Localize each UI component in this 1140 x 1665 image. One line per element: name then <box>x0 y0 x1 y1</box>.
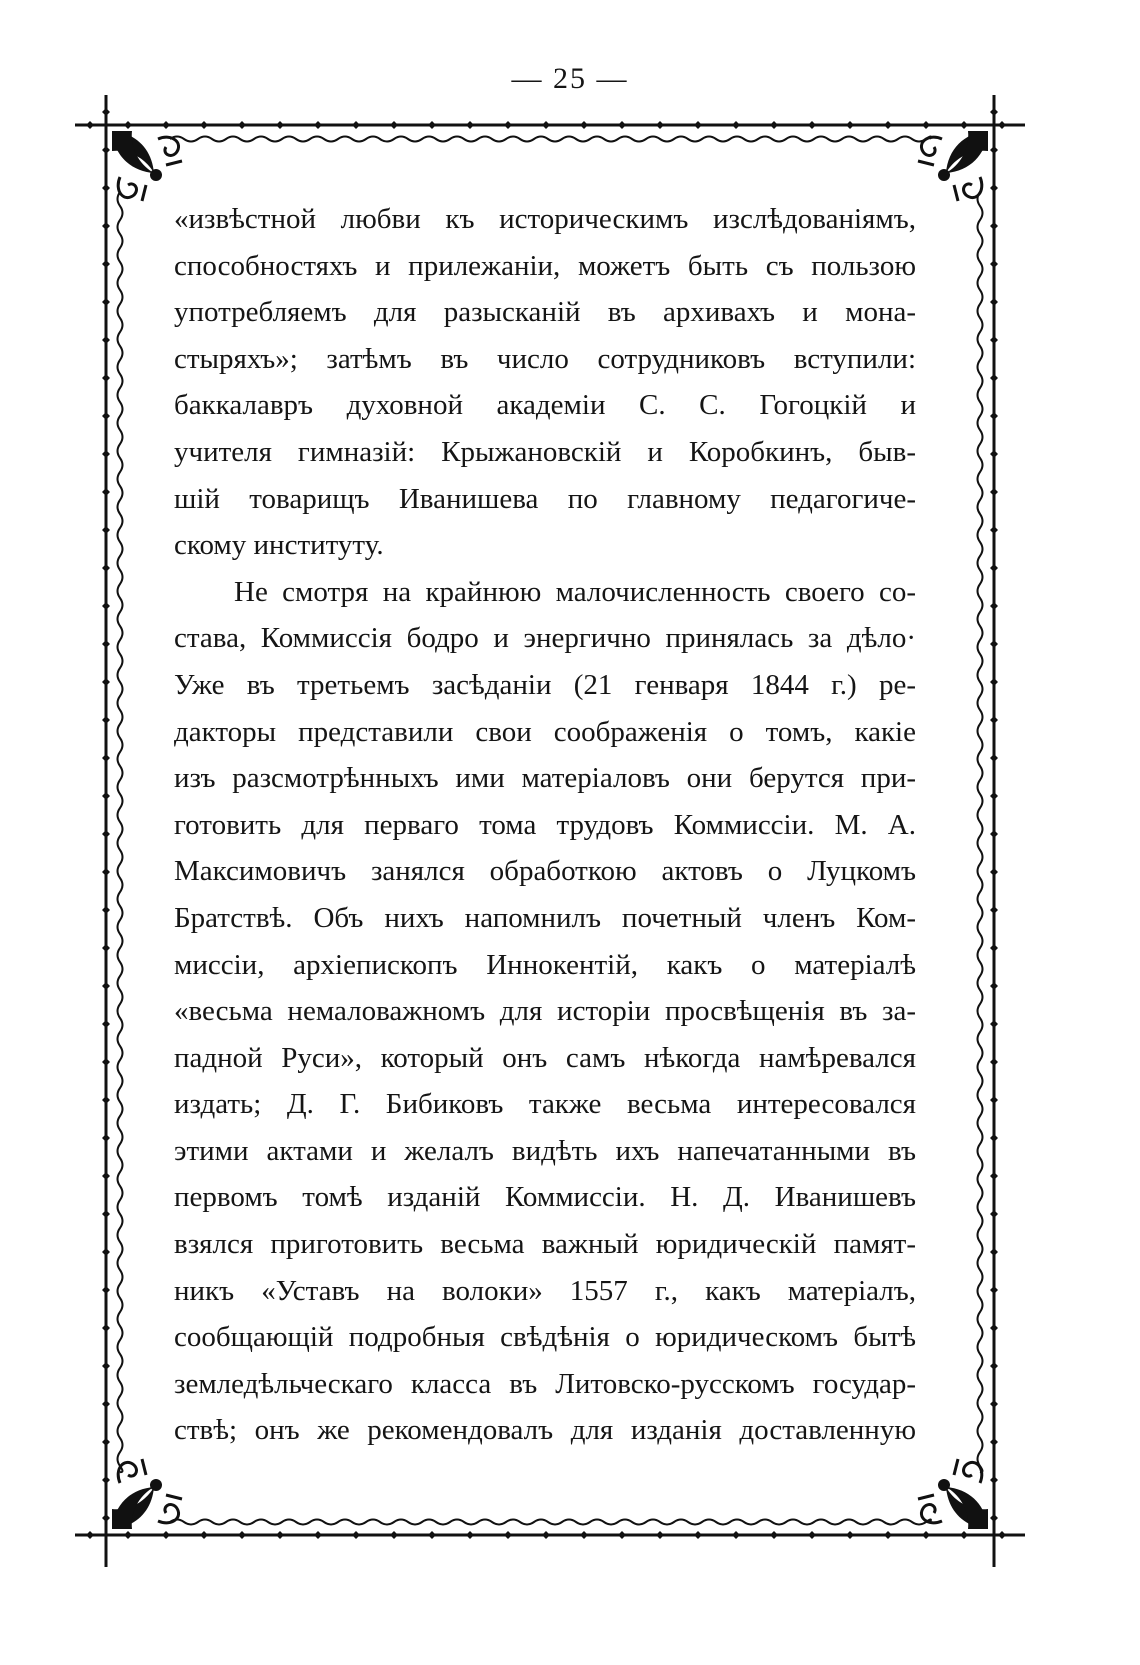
text-line: взялся приготовить весьма важный юридическій памят- <box>174 1228 916 1261</box>
text-line: этими актами и желалъ видѣть ихъ напечатанными въ <box>174 1134 916 1167</box>
text-line: никъ «Уставъ на волоки» 1557 г., какъ матеріалъ, <box>174 1274 916 1307</box>
text-line: Уже въ третьемъ засѣданіи (21 генваря 1844 г.) ре- <box>174 668 916 701</box>
text-line: баккалавръ духовной академіи С. С. Гогоцкій и <box>174 389 916 422</box>
text-line: «весьма немаловажномъ для исторіи просвѣщенія въ за- <box>174 995 916 1028</box>
text-line: употребляемъ для разысканій въ архивахъ и мона- <box>174 296 916 329</box>
corner-ornament-bottom-right <box>918 1459 988 1529</box>
paragraph-start-line: Не смотря на крайнюю малочисленность своего со- <box>234 575 916 608</box>
text-line: готовить для перваго тома трудовъ Коммиссіи. М. А. <box>174 808 916 841</box>
text-line: издать; Д. Г. Бибиковъ также весьма интересовался <box>174 1088 916 1121</box>
text-line: «извѣстной любви къ историческимъ изслѣдованіямъ, <box>174 203 916 235</box>
text-line: миссіи, архіепископъ Иннокентій, какъ о матеріалѣ <box>174 948 916 981</box>
text-line: става, Коммиссія бодро и энергично принялась за дѣло· <box>174 622 916 655</box>
text-line: Братствѣ. Объ нихъ напомнилъ почетный членъ Ком- <box>174 901 916 934</box>
text-line: земледѣльческаго класса въ Литовско-русскомъ государ- <box>174 1367 916 1400</box>
text-line: Максимовичъ занялся обработкою актовъ о Луцкомъ <box>174 855 916 888</box>
text-line: сообщающій подробныя свѣдѣнія о юридическомъ бытѣ <box>174 1321 916 1354</box>
text-line: изъ разсмотрѣнныхъ ими матеріаловъ они берутся при- <box>174 762 916 795</box>
text-line: дакторы представили свои соображенія о томъ, какіе <box>174 715 916 748</box>
text-line: скому институту. <box>174 529 384 562</box>
text-line: падной Руси», который онъ самъ нѣкогда намѣревался <box>174 1041 916 1074</box>
corner-ornament-top-right <box>918 131 988 201</box>
text-line: ствѣ; онъ же рекомендовалъ для изданія доставленную <box>174 1414 916 1447</box>
text-line: стыряхъ»; затѣмъ въ число сотрудниковъ вступили: <box>174 342 916 375</box>
page-number: — 25 — <box>511 62 629 95</box>
text-line: шій товарищъ Иванишева по главному педагогиче- <box>174 482 916 515</box>
body-text <box>174 196 916 1454</box>
corner-ornament-top-left <box>112 131 182 201</box>
text-line: способностяхъ и прилежаніи, можетъ быть съ пользою <box>174 249 916 282</box>
text-line: первомъ томѣ изданій Коммиссіи. Н. Д. Иванишевъ <box>174 1181 916 1214</box>
text-line: учителя гимназій: Крыжановскій и Коробкинъ, быв- <box>174 435 916 468</box>
